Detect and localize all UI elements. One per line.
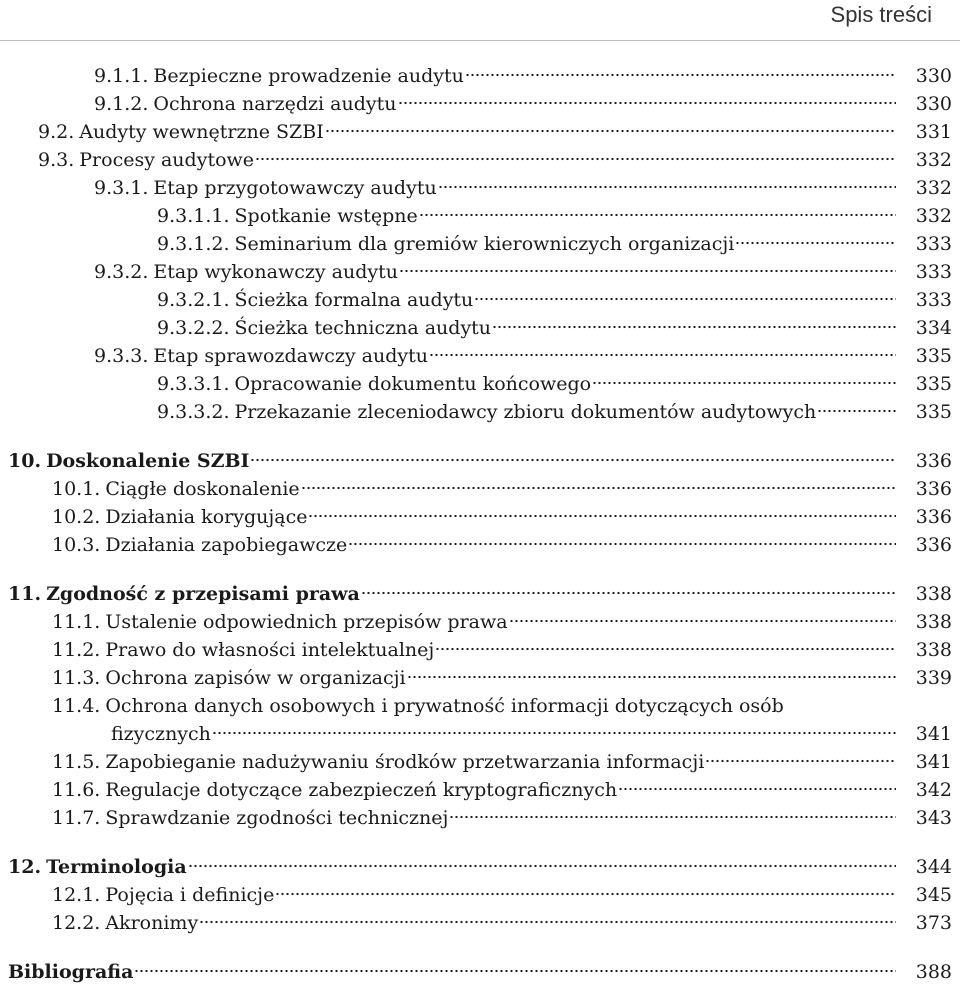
dot-leader [399, 269, 896, 273]
toc-entry-page: 341 [915, 751, 952, 773]
toc-entry-number: 10.3. [52, 534, 101, 556]
toc-entry-number: 9.1.1. [94, 65, 149, 87]
toc-entry-number: 9.3.2. [94, 261, 149, 283]
dot-leader [348, 542, 896, 546]
toc-entry-page: 373 [915, 912, 952, 934]
toc-entry-number: 11.5. [52, 751, 101, 773]
toc-entry-page: 332 [915, 177, 952, 199]
toc-entry[interactable] [52, 475, 898, 503]
toc-entry[interactable] [52, 503, 898, 531]
toc-entry-title: Działania zapobiegawcze [105, 534, 348, 556]
toc-entry-page: 336 [915, 478, 952, 500]
toc-entry-title: Opracowanie dokumentu końcowego [234, 373, 592, 395]
toc-entry[interactable] [157, 314, 898, 342]
toc-entry[interactable] [52, 776, 898, 804]
toc-entry[interactable] [52, 692, 784, 720]
toc-entry-title: Ścieżka formalna audytu [234, 289, 474, 311]
toc-entry-page: 335 [915, 345, 952, 367]
toc-entry-page: 342 [915, 779, 952, 801]
toc-entry-title: Etap przygotowawczy audytu [153, 177, 437, 199]
toc-entry-title: Regulacje dotyczące zabezpieczeń kryptograficznych [105, 779, 618, 801]
toc-entry-title: Ochrona danych osobowych i prywatność informacji dotyczących osób [105, 695, 784, 717]
toc-entry-title: Przekazanie zleceniodawcy zbioru dokumentów audytowych [234, 401, 817, 423]
toc-entry-page: 335 [915, 373, 952, 395]
toc-entry-page: 345 [915, 884, 952, 906]
dot-leader [398, 101, 897, 105]
dot-leader [407, 675, 896, 679]
toc-entry-title: Bezpieczne prowadzenie audytu [153, 65, 464, 87]
toc-entry-page: 332 [915, 205, 952, 227]
toc-entry[interactable] [8, 853, 898, 881]
toc-entry-number: 9.3. [38, 149, 75, 171]
dot-leader [275, 892, 896, 896]
toc-entry-title: Zgodność z przepisami prawa [46, 583, 360, 605]
toc-entry[interactable] [111, 720, 898, 748]
dot-leader [419, 213, 896, 217]
toc-entry[interactable] [8, 447, 898, 475]
toc-entry-title: Spotkanie wstępne [234, 205, 418, 227]
toc-entry-page: 341 [915, 723, 952, 745]
toc-entry-number: 12.2. [52, 912, 101, 934]
toc-entry-page: 333 [915, 233, 952, 255]
toc-entry-page: 336 [915, 534, 952, 556]
toc-entry-page: 330 [915, 65, 952, 87]
toc-entry-title: Procesy audytowe [79, 149, 255, 171]
toc-entry-number: 11.3. [52, 667, 101, 689]
dot-leader [618, 787, 896, 791]
dot-leader [438, 185, 896, 189]
toc-entry[interactable] [52, 804, 898, 832]
toc-entry[interactable] [52, 881, 898, 909]
toc-entry-title: Sprawdzanie zgodności technicznej [105, 807, 449, 829]
toc-entry-number: 12. [8, 856, 42, 878]
dot-leader [509, 619, 896, 623]
toc-entry[interactable] [94, 62, 898, 90]
toc-entry-page: 335 [915, 401, 952, 423]
toc-entry[interactable] [157, 398, 898, 426]
toc-entry-number: 11.6. [52, 779, 101, 801]
dot-leader [429, 353, 896, 357]
toc-entry-title: Akronimy [105, 912, 199, 934]
toc-entry-page: 333 [915, 289, 952, 311]
toc-entry-number: 11.2. [52, 639, 101, 661]
toc-entry[interactable] [38, 146, 898, 174]
toc-entry[interactable] [52, 608, 898, 636]
dot-leader [817, 409, 896, 413]
toc-entry-title: Audyty wewnętrzne SZBI [79, 121, 324, 143]
toc-entry-page: 336 [915, 506, 952, 528]
toc-entry[interactable] [52, 748, 898, 776]
toc-entry-title: Pojęcia i definicje [105, 884, 275, 906]
toc-entry-title: Zapobieganie nadużywaniu środków przetwarzania informacji [105, 751, 705, 773]
toc-entry-number: 10.1. [52, 478, 101, 500]
toc-entry-number: 10.2. [52, 506, 101, 528]
dot-leader [199, 920, 896, 924]
toc-entry-number: 9.1.2. [94, 93, 149, 115]
toc-entry[interactable] [94, 342, 898, 370]
toc-entry-page: 336 [915, 450, 952, 472]
dot-leader [212, 731, 896, 735]
toc-entry-title: Ciągłe doskonalenie [105, 478, 300, 500]
toc-entry-title: Seminarium dla gremiów kierowniczych organizacji [234, 233, 735, 255]
toc-entry[interactable] [157, 286, 898, 314]
toc-entry-number: 11.4. [52, 695, 101, 717]
toc-entry[interactable] [8, 958, 898, 986]
dot-leader [449, 815, 896, 819]
toc-entry-page: 338 [915, 583, 952, 605]
toc-entry-page: 332 [915, 149, 952, 171]
toc-entry-title: Ochrona narzędzi audytu [153, 93, 397, 115]
toc-entry-number: 9.3.1. [94, 177, 149, 199]
toc-entry-page: 388 [915, 961, 952, 983]
dot-leader [465, 73, 896, 77]
toc-entry-number: 9.3.3.2. [157, 401, 230, 423]
toc-entry-title: Ścieżka techniczna audytu [234, 317, 492, 339]
toc-entry-number: 9.3.3. [94, 345, 149, 367]
toc-entry-page: 338 [915, 639, 952, 661]
toc-entry[interactable] [157, 202, 898, 230]
toc-entry[interactable] [157, 370, 898, 398]
toc-entry[interactable] [38, 118, 898, 146]
dot-leader [735, 241, 896, 245]
toc-entry-page: 338 [915, 611, 952, 633]
toc-entry-page: 331 [915, 121, 952, 143]
dot-leader [255, 157, 896, 161]
toc-entry-number: 9.3.1.2. [157, 233, 230, 255]
toc-entry-number: 9.3.1.1. [157, 205, 230, 227]
header-rule [0, 40, 960, 41]
dot-leader [435, 647, 896, 651]
toc-entry-page: 334 [915, 317, 952, 339]
dot-leader [308, 514, 896, 518]
toc-entry-number: 9.3.2.2. [157, 317, 230, 339]
toc-entry-number: 11. [8, 583, 42, 605]
toc-entry-page: 333 [915, 261, 952, 283]
toc-entry[interactable] [52, 531, 898, 559]
dot-leader [250, 458, 896, 462]
toc-entry-page: 343 [915, 807, 952, 829]
toc-entry[interactable] [8, 580, 898, 608]
toc-entry-title-continued: fizycznych [111, 723, 211, 745]
toc-entry-title: Ochrona zapisów w organizacji [105, 667, 406, 689]
toc-entry-number: 9.3.3.1. [157, 373, 230, 395]
toc-entry-number: 11.7. [52, 807, 101, 829]
toc-entry-number: 9.2. [38, 121, 75, 143]
dot-leader [592, 381, 896, 385]
dot-leader [474, 297, 896, 301]
toc-entry-number: 9.3.2.1. [157, 289, 230, 311]
toc-entry-number: 12.1. [52, 884, 101, 906]
toc-entry-number: 11.1. [52, 611, 101, 633]
toc-entry[interactable] [94, 174, 898, 202]
dot-leader [705, 759, 896, 763]
toc-entry[interactable] [157, 230, 898, 258]
toc-entry-page: 339 [915, 667, 952, 689]
toc-entry-page: 330 [915, 93, 952, 115]
toc-entry[interactable] [94, 90, 898, 118]
toc-entry-title: Etap wykonawczy audytu [153, 261, 398, 283]
toc-entry-title: Prawo do własności intelektualnej [105, 639, 435, 661]
toc-entry[interactable] [94, 258, 898, 286]
toc-entry[interactable] [52, 636, 898, 664]
dot-leader [188, 864, 896, 868]
dot-leader [301, 486, 896, 490]
toc-entry-title: Doskonalenie SZBI [46, 450, 250, 472]
toc-entry-page: 344 [915, 856, 952, 878]
toc-entry-title: Ustalenie odpowiednich przepisów prawa [105, 611, 508, 633]
toc-entry-title: Terminologia [46, 856, 187, 878]
toc-entry[interactable] [52, 909, 898, 937]
running-head-title: Spis treści [830, 2, 932, 27]
toc-entry-number: 10. [8, 450, 42, 472]
dot-leader [134, 969, 896, 973]
toc-entry-title: Etap sprawozdawczy audytu [153, 345, 428, 367]
toc-entry-title: Działania korygujące [105, 506, 308, 528]
dot-leader [361, 591, 896, 595]
dot-leader [325, 129, 896, 133]
toc-entry-title: Bibliografia [8, 961, 134, 983]
toc-entry[interactable] [52, 664, 898, 692]
dot-leader [492, 325, 896, 329]
